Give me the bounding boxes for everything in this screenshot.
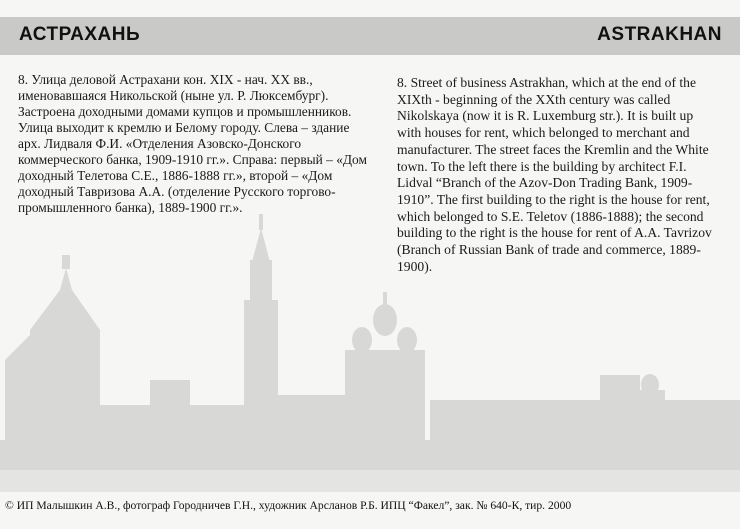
title-russian: АСТРАХАНЬ — [19, 24, 141, 45]
description-english — [397, 75, 719, 275]
description-english-text: 8. Street of business Astrakhan, which at the end of the XIXth - beginning of the XXth century was called Nikolskaya (now it is R. Luxemburg str.). It is built up with houses for rent, which belonged to merchant and manufacturer. The street faces the Kremlin and the White town. To the left there is the building by architect F.I. Lidval “Branch of the Azov-Don Trading Bank, 1909-1910”. The first building to the right is the house for rent, which belonged to S.E. Teletov (1886-1888); the second building to the right is the house for rent of A.A. Tavrizov (Branch of Russian Bank of trade and commerce, 1889-1900). — [397, 75, 712, 274]
description-russian-text: 8. Улица деловой Астрахани кон. XIX - нач. XX вв., именовавшаяся Никольской (ныне ул. Р. Люксембург). Застроена доходными домами купцов и промышленников. Улица выходит к кремлю и Белому городу. Слева – здание арх. Лидваля Ф.И. «Отделения Азовско-Донского коммерческого банка, 1909-1910 гг.». Справа: первый – «Дом доходный Телетова С.Е., 1886-1888 гг.», второй – «Дом доходный Тавризова А.А. (отделение Русского торгово-промышленного банка), 1889-1900 гг.». — [18, 72, 367, 215]
copyright-footer: © ИП Малышкин А.В., фотограф Городничев Г.Н., художник Арсланов Р.Б. ИПЦ “Факел”, зак. № 640-К, тир. 2000 — [5, 499, 572, 512]
description-russian — [18, 72, 368, 216]
title-bar — [0, 17, 740, 55]
title-english: ASTRAKHAN — [597, 24, 722, 45]
